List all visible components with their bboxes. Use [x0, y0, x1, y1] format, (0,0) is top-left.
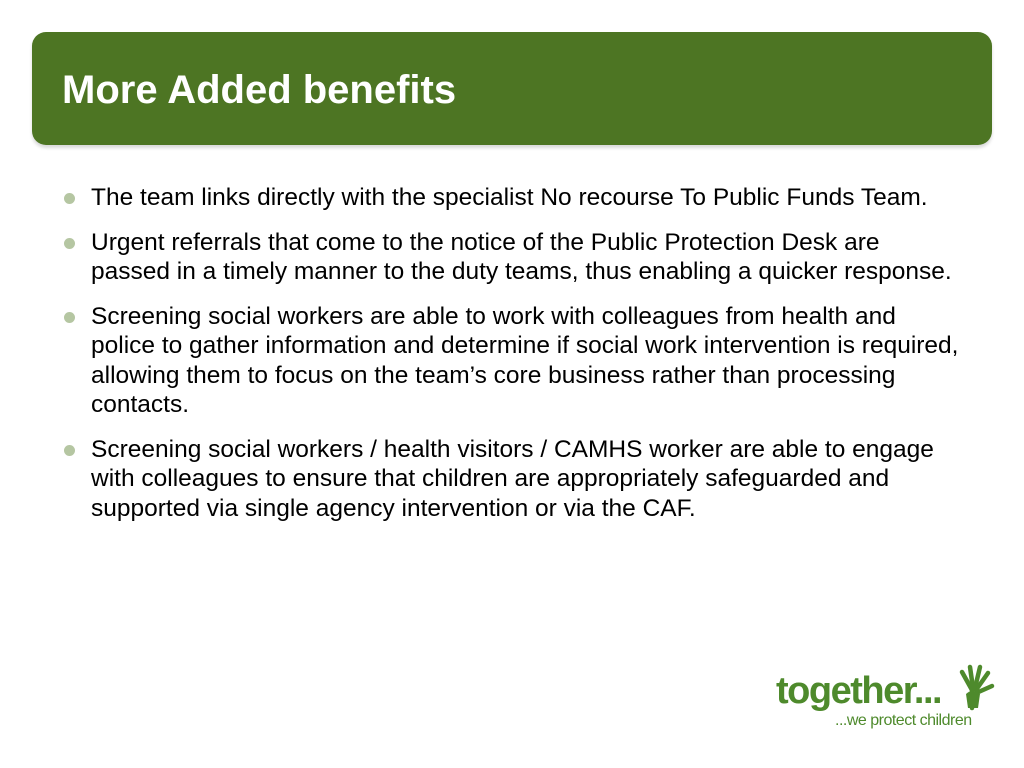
bullet-text: Screening social workers / health visitors / CAMHS worker are able to engage with colleagues to ensure that children are appropriately safeguarded and supported via single agency intervention or via the CAF. [91, 435, 934, 522]
logo-wordmark: together... [776, 670, 942, 712]
bullet-text: Urgent referrals that come to the notice of the Public Protection Desk are passed in a timely manner to the duty teams, thus enabling a quicker response. [91, 228, 952, 285]
title-bar [32, 32, 992, 145]
bullet-dot-icon [64, 193, 75, 204]
bullet-item [62, 228, 962, 287]
bullet-dot-icon [64, 445, 75, 456]
bullet-item [62, 183, 962, 213]
slide-title: More Added benefits [62, 68, 457, 112]
together-logo [776, 660, 996, 740]
bullet-item [62, 302, 962, 420]
bullet-text: The team links directly with the specialist No recourse To Public Funds Team. [91, 184, 928, 211]
logo-tagline: ...we protect children [835, 712, 972, 729]
bullet-item [62, 435, 962, 524]
bullet-list [62, 183, 962, 538]
hand-icon [952, 664, 996, 712]
bullet-dot-icon [64, 238, 75, 249]
bullet-text: Screening social workers are able to work with colleagues from health and police to gather information and determine if social work intervention is required, allowing them to focus on the team’s core business rather than processing contacts. [91, 302, 959, 418]
bullet-dot-icon [64, 312, 75, 323]
